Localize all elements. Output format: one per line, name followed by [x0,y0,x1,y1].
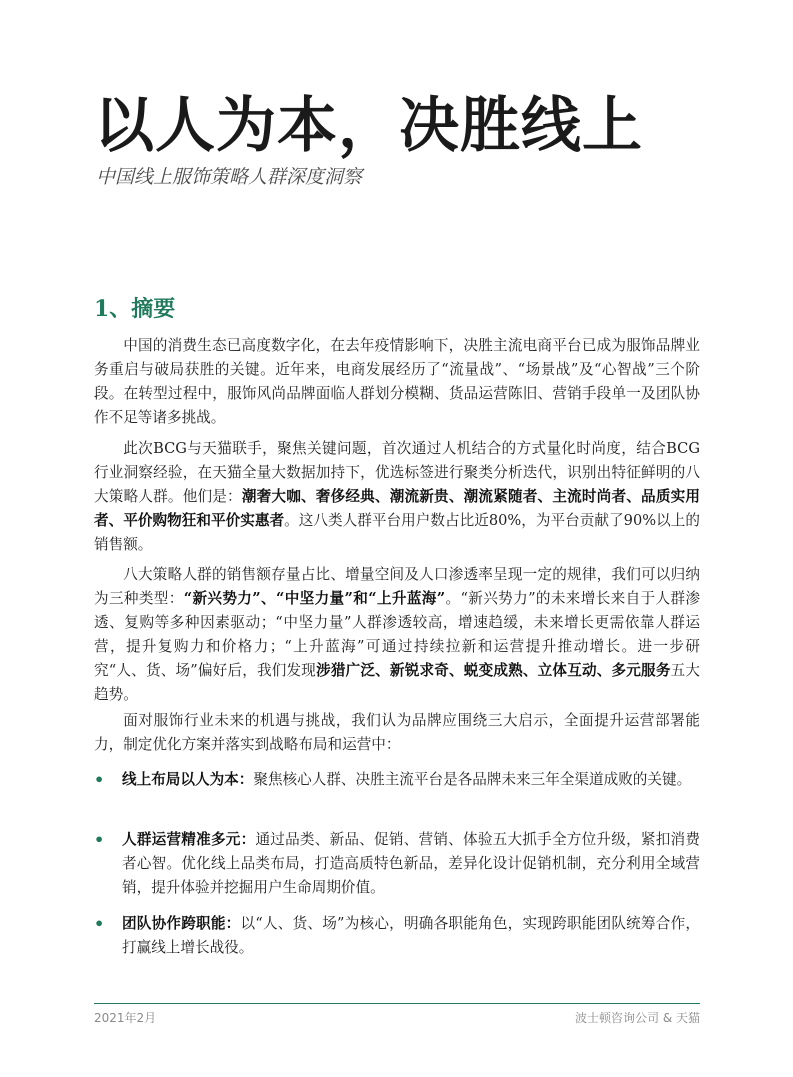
bullet-text [122,768,700,792]
highlighted-trends: 涉猎广泛、新锐求奇、蜕变成熟、立体互动、多元服务 [316,662,671,679]
paragraph-bcg-tmall [94,437,700,557]
bullet-label: 团队协作跨职能： [122,915,241,932]
paragraph-three-types [94,563,700,707]
bullet-icon: • [94,830,105,849]
bullet-label: 线上布局以人为本： [122,771,254,788]
highlighted-segments: 潮奢大咖、奢侈经典、潮流新贵、潮流紧随者、主流时尚者、品质实用者、平价购物狂和平价实惠者 [94,488,700,529]
bullet-item [94,912,700,960]
bullet-text [122,912,700,960]
paragraph-intro: 中国的消费生态已高度数字化，在去年疫情影响下，决胜主流电商平台已成为服饰品牌业务重启与破局获胜的关键。近年来，电商发展经历了“流量战”、“场景战”及“心智战”三个阶段。在转型过程中，服饰风尚品牌面临人群划分模糊、货品运营陈旧、营销手段单一及团队协作不足等诸多挑战。 [94,337,700,426]
footer-divider [94,1003,700,1004]
bullet-text [122,828,700,900]
bullet-item [94,768,700,792]
bullet-body: 以“人、货、场”为核心，明确各职能角色，实现跨职能团队统筹合作，打赢线上增长战役。 [122,915,700,956]
paragraph-text: 五大趋势。 [94,662,700,703]
section-heading: 1、摘要 [94,296,176,322]
paragraph-text: 八大策略人群的销售额存量占比、增量空间及人口渗透率呈现一定的规律，我们可以归纳为三种类型： [94,566,700,607]
paragraph-implications: 面对服饰行业未来的机遇与挑战，我们认为品牌应围绕三大启示，全面提升运营部署能力，制定优化方案并落实到战略布局和运营中： [94,712,700,753]
page-title: 以人为本，决胜线上 [94,91,643,161]
bullet-body: 通过品类、新品、促销、营销、体验五大抓手全方位升级，紧扣消费者心智。优化线上品类布局，打造高质特色新品，差异化设计促销机制，充分利用全域营销，提升体验并挖掘用户生命周期价值。 [122,831,700,896]
page-subtitle: 中国线上服饰策略人群深度洞察 [96,166,363,188]
bullet-item [94,828,700,900]
footer-date: 2021年2月 [94,1011,157,1025]
bullet-icon: • [94,770,105,789]
paragraph-text: 此次BCG与天猫联手，聚焦关键问题，首次通过人机结合的方式量化时尚度，结合BCG行业洞察经验，在天猫全量大数据加持下，优选标签进行聚类分析迭代，识别出特征鲜明的八大策略人群。他们是： [94,440,700,505]
paragraph-text: 。“新兴势力”的未来增长来自于人群渗透、复购等多种因素驱动；“中坚力量”人群渗透较高，增速趋缓，未来增长更需依靠人群运营，提升复购力和价格力；“上升蓝海”可通过持续拉新和运营提升推动增长。进一步研究“人、货、场”偏好后，我们发现 [94,590,700,679]
highlighted-types: “新兴势力”、“中坚力量”和“上升蓝海” [183,590,446,607]
bullet-body: 聚焦核心人群、决胜主流平台是各品牌未来三年全渠道成败的关键。 [253,771,692,788]
bullet-label: 人群运营精准多元： [122,831,256,848]
footer-organization: 波士顿咨询公司 & 天猫 [575,1011,700,1025]
bullet-icon: • [94,914,105,933]
paragraph-text: 。这八类人群平台用户数占比近80%，为平台贡献了90%以上的销售额。 [94,512,700,553]
